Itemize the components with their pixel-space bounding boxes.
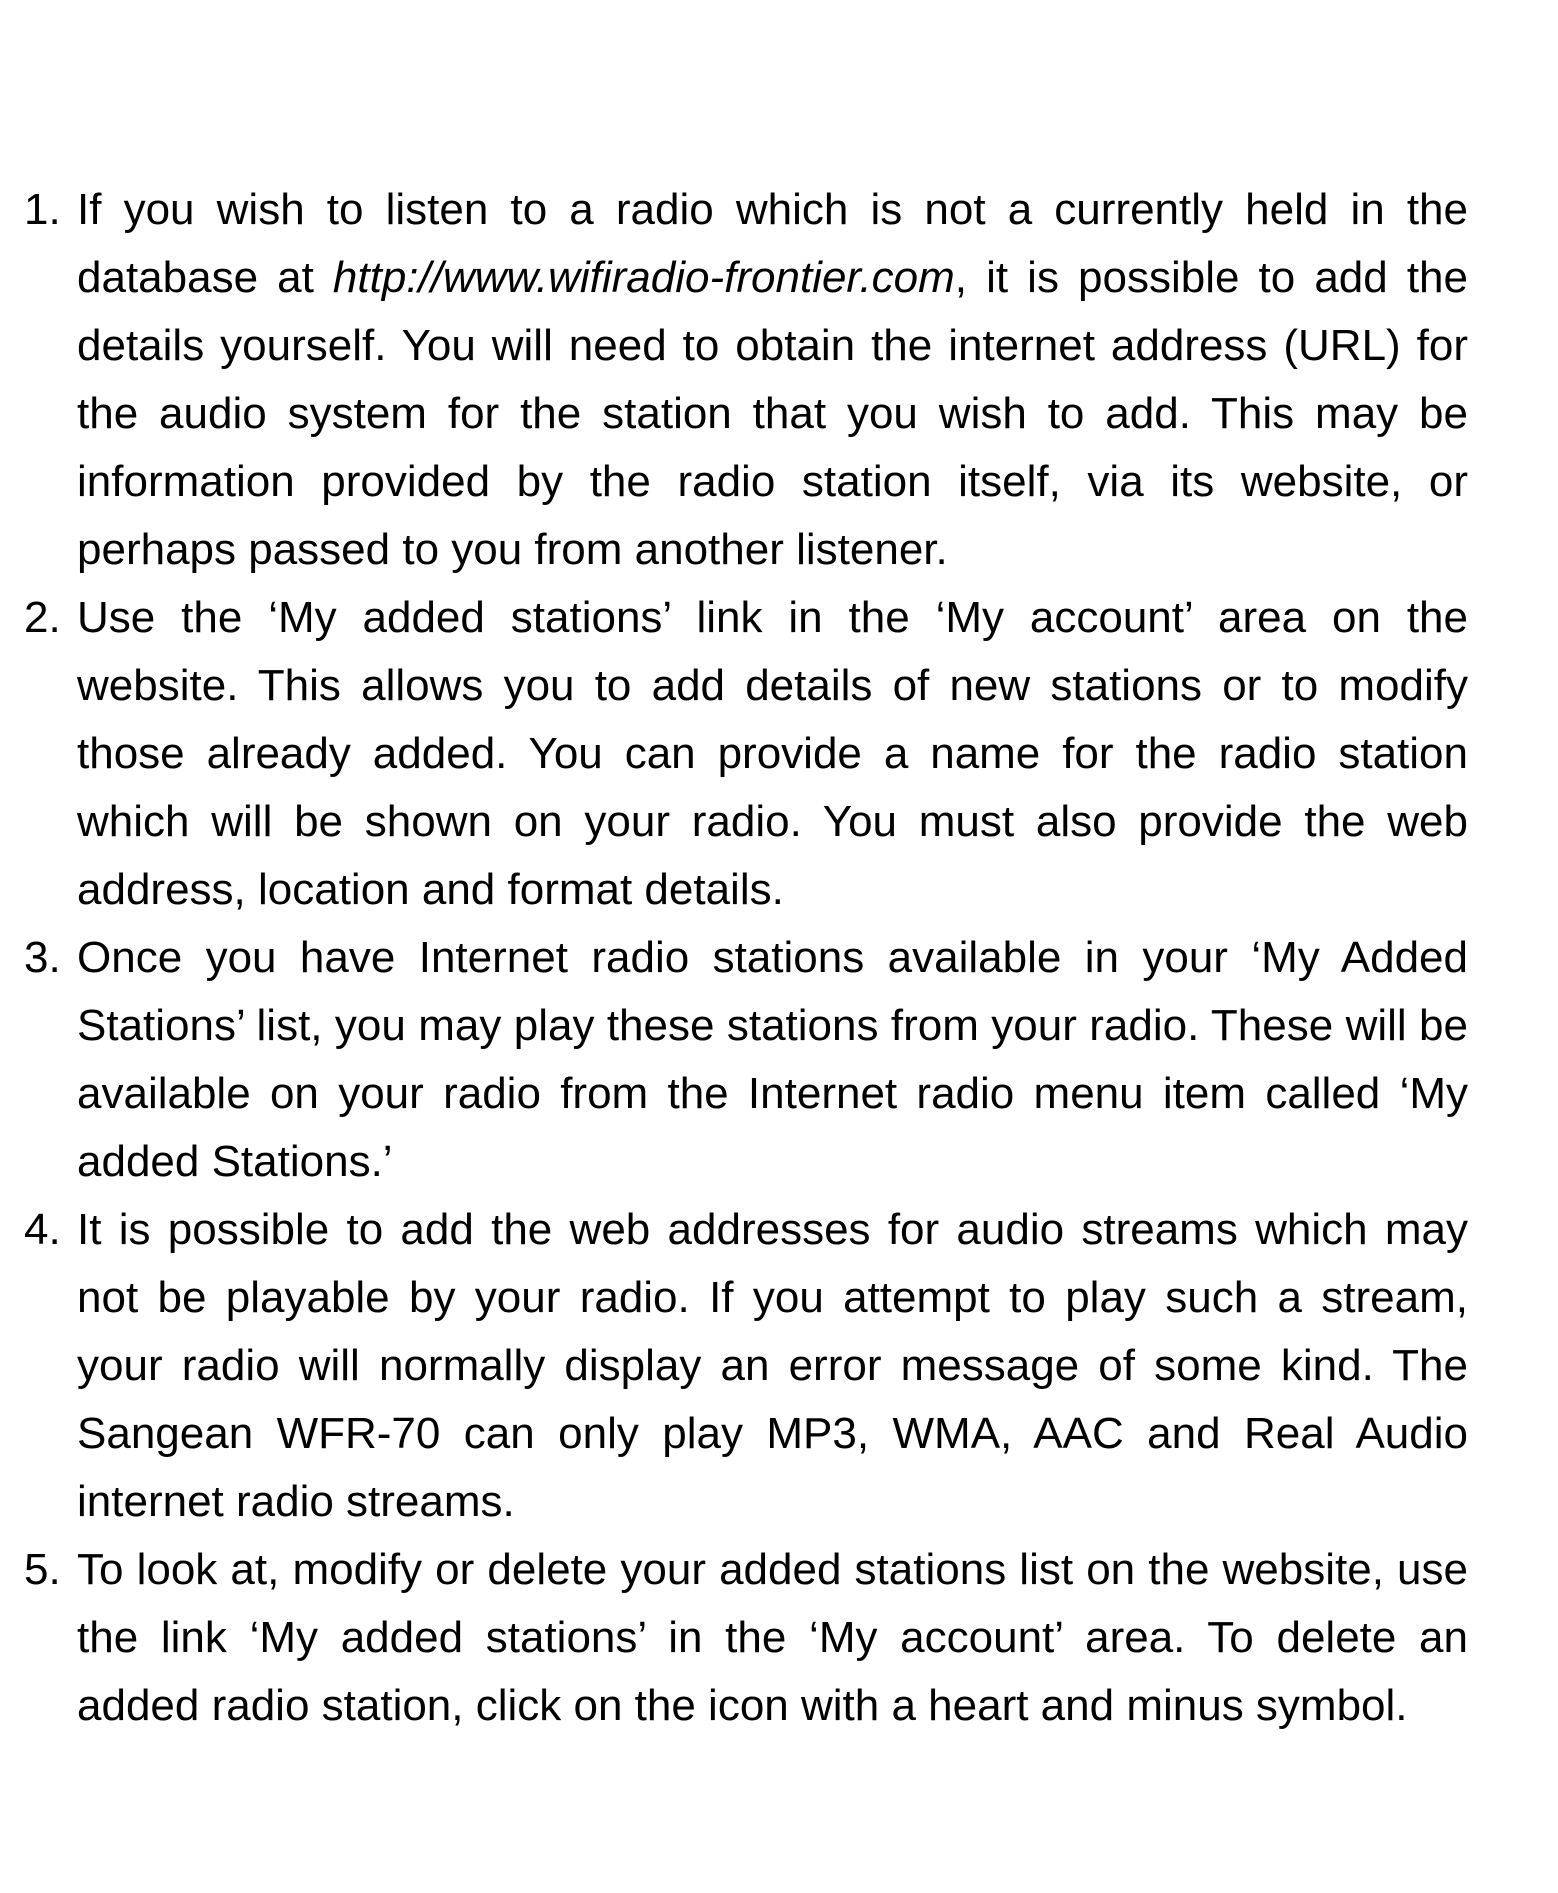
website-url: http://www.wifiradio-frontier.com xyxy=(332,253,955,302)
instruction-list xyxy=(24,176,1468,1740)
step-number: 5. xyxy=(24,1545,61,1594)
step-text-before-url: If you wish to listen to a radio which is not a currently held in the database at xyxy=(77,185,1468,302)
step-text: To look at, modify or delete your added stations list on the website, use the link ‘My added stations’ in the ‘My account’ area. To delete an added radio station, click on the icon with a heart and minus symbol. xyxy=(77,1545,1468,1730)
step-text: It is possible to add the web addresses for audio streams which may not be playable by your radio. If you attempt to play such a stream, your radio will normally display an error message of some kind. The Sangean WFR-70 can only play MP3, WMA, AAC and Real Audio internet radio streams. xyxy=(77,1205,1468,1526)
step-number: 2. xyxy=(24,593,61,642)
list-item xyxy=(24,924,1468,1196)
step-text-after-url: , it is possible to add the details yourself. You will need to obtain the internet address (URL) for the audio system for the station that you wish to add. This may be information provided by the radio station itself, via its website, or perhaps passed to you from another listener. xyxy=(77,253,1468,574)
list-item xyxy=(24,1196,1468,1536)
step-number: 1. xyxy=(24,185,61,234)
list-item xyxy=(24,176,1468,584)
list-item xyxy=(24,584,1468,924)
step-number: 4. xyxy=(24,1205,61,1254)
step-text: Use the ‘My added stations’ link in the ‘My account’ area on the website. This allows you to add details of new stations or to modify those already added. You can provide a name for the radio station which will be shown on your radio. You must also provide the web address, location and format details. xyxy=(77,593,1468,914)
list-item xyxy=(24,1536,1468,1740)
step-text: Once you have Internet radio stations available in your ‘My Added Stations’ list, you may play these stations from your radio. These will be available on your radio from the Internet radio menu item called ‘My added Stations.’ xyxy=(77,933,1468,1186)
step-number: 3. xyxy=(24,933,61,982)
step-text xyxy=(77,176,1468,584)
